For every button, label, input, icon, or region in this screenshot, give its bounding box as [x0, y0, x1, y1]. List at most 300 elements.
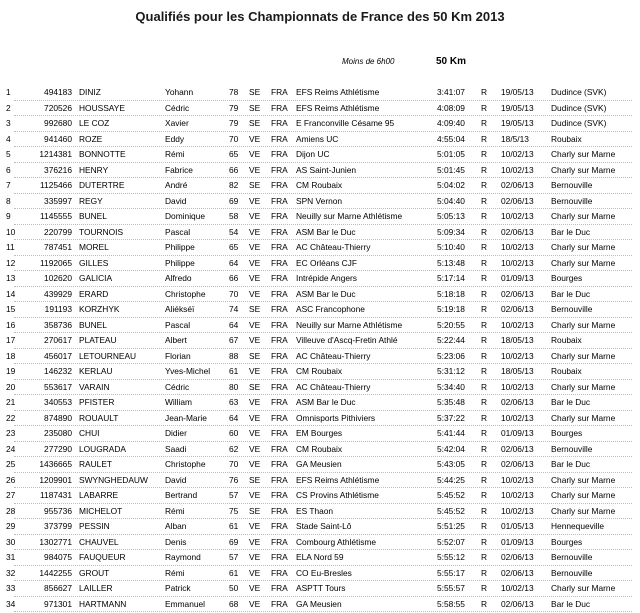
record-flag-cell: R	[481, 520, 491, 532]
venue-cell: Bar le Duc	[551, 458, 637, 470]
table-row	[0, 102, 640, 118]
category-cell: VE	[249, 272, 267, 284]
category-cell: VE	[249, 226, 267, 238]
nationality-cell: FRA	[271, 272, 293, 284]
date-cell: 18/05/13	[501, 365, 547, 377]
nationality-cell: FRA	[271, 210, 293, 222]
venue-cell: Bernouville	[551, 179, 637, 191]
licence-cell: 1192065	[20, 257, 72, 269]
licence-cell: 335997	[20, 195, 72, 207]
nationality-cell: FRA	[271, 381, 293, 393]
category-cell: SE	[249, 303, 267, 315]
date-cell: 02/06/13	[501, 598, 547, 610]
club-cell: Dijon UC	[296, 148, 431, 160]
birth-year-cell: 67	[229, 334, 245, 346]
table-row	[0, 148, 640, 164]
table-row	[0, 272, 640, 288]
record-flag-cell: R	[481, 443, 491, 455]
venue-cell: Roubaix	[551, 334, 637, 346]
time-cell: 5:51:25	[437, 520, 477, 532]
nationality-cell: FRA	[271, 195, 293, 207]
table-row	[0, 412, 640, 428]
rank-cell: 19	[6, 365, 28, 377]
date-cell: 01/09/13	[501, 536, 547, 548]
first-name-cell: Jean-Marie	[165, 412, 229, 424]
birth-year-cell: 82	[229, 179, 245, 191]
table-row	[0, 365, 640, 381]
category-cell: VE	[249, 288, 267, 300]
last-name-cell: DINIZ	[79, 86, 163, 98]
nationality-cell: FRA	[271, 598, 293, 610]
record-flag-cell: R	[481, 396, 491, 408]
time-cell: 5:17:14	[437, 272, 477, 284]
rank-cell: 1	[6, 86, 28, 98]
time-cell: 5:45:52	[437, 489, 477, 501]
nationality-cell: FRA	[271, 179, 293, 191]
birth-year-cell: 70	[229, 133, 245, 145]
last-name-cell: KORZHYK	[79, 303, 163, 315]
last-name-cell: GILLES	[79, 257, 163, 269]
venue-cell: Charly sur Marne	[551, 350, 637, 362]
rank-cell: 30	[6, 536, 28, 548]
nationality-cell: FRA	[271, 86, 293, 98]
rank-cell: 20	[6, 381, 28, 393]
table-row	[0, 288, 640, 304]
rank-cell: 34	[6, 598, 28, 610]
licence-cell: 191193	[20, 303, 72, 315]
category-cell: SE	[249, 505, 267, 517]
birth-year-cell: 58	[229, 210, 245, 222]
first-name-cell: David	[165, 474, 229, 486]
first-name-cell: Pascal	[165, 319, 229, 331]
nationality-cell: FRA	[271, 319, 293, 331]
first-name-cell: Emmanuel	[165, 598, 229, 610]
date-cell: 10/02/13	[501, 210, 547, 222]
club-cell: Villeuve d'Ascq-Fretin Athlé	[296, 334, 431, 346]
venue-cell: Bar le Duc	[551, 288, 637, 300]
licence-cell: 955736	[20, 505, 72, 517]
first-name-cell: Cédric	[165, 381, 229, 393]
last-name-cell: VARAIN	[79, 381, 163, 393]
rank-cell: 15	[6, 303, 28, 315]
record-flag-cell: R	[481, 210, 491, 222]
time-cell: 5:01:45	[437, 164, 477, 176]
time-cell: 5:55:12	[437, 551, 477, 563]
birth-year-cell: 61	[229, 567, 245, 579]
category-cell: VE	[249, 520, 267, 532]
time-cell: 5:04:40	[437, 195, 477, 207]
time-cell: 5:42:04	[437, 443, 477, 455]
venue-cell: Charly sur Marne	[551, 319, 637, 331]
first-name-cell: Alban	[165, 520, 229, 532]
licence-cell: 456017	[20, 350, 72, 362]
table-row	[0, 241, 640, 257]
licence-cell: 1125466	[20, 179, 72, 191]
first-name-cell: Philippe	[165, 257, 229, 269]
last-name-cell: LE COZ	[79, 117, 163, 129]
rank-cell: 25	[6, 458, 28, 470]
club-cell: CO Eu-Bresles	[296, 567, 431, 579]
category-cell: VE	[249, 598, 267, 610]
date-cell: 10/02/13	[501, 164, 547, 176]
venue-cell: Bourges	[551, 536, 637, 548]
last-name-cell: PLATEAU	[79, 334, 163, 346]
time-cell: 5:10:40	[437, 241, 477, 253]
venue-cell: Hennequeville	[551, 520, 637, 532]
category-cell: SE	[249, 86, 267, 98]
licence-cell: 277290	[20, 443, 72, 455]
venue-cell: Charly sur Marne	[551, 257, 637, 269]
club-cell: ASM Bar le Duc	[296, 396, 431, 408]
category-cell: SE	[249, 102, 267, 114]
date-cell: 01/05/13	[501, 520, 547, 532]
record-flag-cell: R	[481, 474, 491, 486]
club-cell: CS Provins Athlétisme	[296, 489, 431, 501]
table-row	[0, 396, 640, 412]
category-cell: VE	[249, 443, 267, 455]
licence-cell: 235080	[20, 427, 72, 439]
first-name-cell: Eddy	[165, 133, 229, 145]
last-name-cell: PESSIN	[79, 520, 163, 532]
category-cell: VE	[249, 396, 267, 408]
licence-cell: 992680	[20, 117, 72, 129]
venue-cell: Bernouville	[551, 551, 637, 563]
table-row	[0, 582, 640, 598]
last-name-cell: CHAUVEL	[79, 536, 163, 548]
table-row	[0, 458, 640, 474]
date-cell: 10/02/13	[501, 241, 547, 253]
time-cell: 4:09:40	[437, 117, 477, 129]
first-name-cell: David	[165, 195, 229, 207]
category-cell: SE	[249, 350, 267, 362]
venue-cell: Bernouville	[551, 303, 637, 315]
nationality-cell: FRA	[271, 551, 293, 563]
club-cell: GA Meusien	[296, 458, 431, 470]
rank-cell: 11	[6, 241, 28, 253]
club-cell: EM Bourges	[296, 427, 431, 439]
club-cell: ASM Bar le Duc	[296, 226, 431, 238]
licence-cell: 1209901	[20, 474, 72, 486]
venue-cell: Charly sur Marne	[551, 164, 637, 176]
record-flag-cell: R	[481, 288, 491, 300]
club-cell: Stade Saint-Lô	[296, 520, 431, 532]
last-name-cell: CHUI	[79, 427, 163, 439]
licence-cell: 1145555	[20, 210, 72, 222]
birth-year-cell: 69	[229, 195, 245, 207]
nationality-cell: FRA	[271, 567, 293, 579]
record-flag-cell: R	[481, 319, 491, 331]
nationality-cell: FRA	[271, 241, 293, 253]
birth-year-cell: 57	[229, 551, 245, 563]
category-cell: VE	[249, 489, 267, 501]
first-name-cell: Yohann	[165, 86, 229, 98]
category-cell: VE	[249, 582, 267, 594]
date-cell: 18/5/13	[501, 133, 547, 145]
table-row	[0, 117, 640, 133]
record-flag-cell: R	[481, 350, 491, 362]
record-flag-cell: R	[481, 365, 491, 377]
category-cell: VE	[249, 567, 267, 579]
record-flag-cell: R	[481, 381, 491, 393]
last-name-cell: PFISTER	[79, 396, 163, 408]
first-name-cell: Albert	[165, 334, 229, 346]
first-name-cell: Rémi	[165, 148, 229, 160]
licence-cell: 358736	[20, 319, 72, 331]
venue-cell: Charly sur Marne	[551, 241, 637, 253]
licence-cell: 373799	[20, 520, 72, 532]
time-cell: 5:23:06	[437, 350, 477, 362]
date-cell: 02/06/13	[501, 288, 547, 300]
time-cell: 5:04:02	[437, 179, 477, 191]
rank-cell: 17	[6, 334, 28, 346]
venue-cell: Bar le Duc	[551, 598, 637, 610]
nationality-cell: FRA	[271, 474, 293, 486]
date-cell: 10/02/13	[501, 148, 547, 160]
venue-cell: Dudince (SVK)	[551, 86, 637, 98]
nationality-cell: FRA	[271, 396, 293, 408]
first-name-cell: Didier	[165, 427, 229, 439]
date-cell: 10/02/13	[501, 381, 547, 393]
venue-cell: Bar le Duc	[551, 396, 637, 408]
licence-cell: 376216	[20, 164, 72, 176]
venue-cell: Charly sur Marne	[551, 474, 637, 486]
nationality-cell: FRA	[271, 288, 293, 300]
category-cell: VE	[249, 164, 267, 176]
birth-year-cell: 78	[229, 86, 245, 98]
record-flag-cell: R	[481, 536, 491, 548]
time-cell: 5:43:05	[437, 458, 477, 470]
licence-cell: 270617	[20, 334, 72, 346]
last-name-cell: HOUSSAYE	[79, 102, 163, 114]
category-cell: VE	[249, 257, 267, 269]
record-flag-cell: R	[481, 551, 491, 563]
licence-cell: 1442255	[20, 567, 72, 579]
first-name-cell: William	[165, 396, 229, 408]
record-flag-cell: R	[481, 427, 491, 439]
nationality-cell: FRA	[271, 536, 293, 548]
date-cell: 18/05/13	[501, 334, 547, 346]
club-cell: Amiens UC	[296, 133, 431, 145]
venue-cell: Bar le Duc	[551, 226, 637, 238]
table-row	[0, 350, 640, 366]
record-flag-cell: R	[481, 148, 491, 160]
last-name-cell: ERARD	[79, 288, 163, 300]
date-cell: 02/06/13	[501, 179, 547, 191]
table-row	[0, 195, 640, 211]
first-name-cell: Cédric	[165, 102, 229, 114]
rank-cell: 9	[6, 210, 28, 222]
nationality-cell: FRA	[271, 443, 293, 455]
time-cell: 5:52:07	[437, 536, 477, 548]
rank-cell: 33	[6, 582, 28, 594]
table-row	[0, 179, 640, 195]
time-cell: 5:22:44	[437, 334, 477, 346]
table-row	[0, 598, 640, 613]
birth-year-cell: 68	[229, 598, 245, 610]
birth-year-cell: 62	[229, 443, 245, 455]
last-name-cell: LETOURNEAU	[79, 350, 163, 362]
last-name-cell: LABARRE	[79, 489, 163, 501]
table-row	[0, 536, 640, 552]
venue-cell: Charly sur Marne	[551, 489, 637, 501]
record-flag-cell: R	[481, 489, 491, 501]
first-name-cell: Alfredo	[165, 272, 229, 284]
category-cell: VE	[249, 148, 267, 160]
nationality-cell: FRA	[271, 489, 293, 501]
rank-cell: 5	[6, 148, 28, 160]
record-flag-cell: R	[481, 412, 491, 424]
club-cell: ELA Nord 59	[296, 551, 431, 563]
first-name-cell: Bertrand	[165, 489, 229, 501]
time-cell: 3:41:07	[437, 86, 477, 98]
birth-year-cell: 88	[229, 350, 245, 362]
time-cell: 4:55:04	[437, 133, 477, 145]
birth-year-cell: 79	[229, 117, 245, 129]
record-flag-cell: R	[481, 582, 491, 594]
category-cell: VE	[249, 365, 267, 377]
venue-cell: Bernouville	[551, 195, 637, 207]
date-cell: 02/06/13	[501, 551, 547, 563]
club-cell: ES Thaon	[296, 505, 431, 517]
licence-cell: 941460	[20, 133, 72, 145]
date-cell: 02/06/13	[501, 396, 547, 408]
licence-cell: 1214381	[20, 148, 72, 160]
venue-cell: Charly sur Marne	[551, 148, 637, 160]
record-flag-cell: R	[481, 567, 491, 579]
time-cell: 5:58:55	[437, 598, 477, 610]
first-name-cell: Saadi	[165, 443, 229, 455]
rank-cell: 6	[6, 164, 28, 176]
time-cell: 5:05:13	[437, 210, 477, 222]
table-row	[0, 551, 640, 567]
rank-cell: 26	[6, 474, 28, 486]
date-cell: 02/06/13	[501, 567, 547, 579]
birth-year-cell: 64	[229, 257, 245, 269]
club-cell: AS Saint-Junien	[296, 164, 431, 176]
birth-year-cell: 65	[229, 241, 245, 253]
date-cell: 10/02/13	[501, 350, 547, 362]
birth-year-cell: 60	[229, 427, 245, 439]
date-cell: 19/05/13	[501, 117, 547, 129]
category-cell: VE	[249, 536, 267, 548]
venue-cell: Bourges	[551, 427, 637, 439]
qualifiers-table	[0, 86, 640, 613]
rank-cell: 23	[6, 427, 28, 439]
nationality-cell: FRA	[271, 226, 293, 238]
nationality-cell: FRA	[271, 350, 293, 362]
venue-cell: Roubaix	[551, 365, 637, 377]
table-row	[0, 319, 640, 335]
birth-year-cell: 61	[229, 365, 245, 377]
rank-cell: 32	[6, 567, 28, 579]
nationality-cell: FRA	[271, 582, 293, 594]
time-cell: 5:18:18	[437, 288, 477, 300]
club-cell: SPN Vernon	[296, 195, 431, 207]
category-cell: VE	[249, 133, 267, 145]
table-row	[0, 489, 640, 505]
nationality-cell: FRA	[271, 117, 293, 129]
nationality-cell: FRA	[271, 303, 293, 315]
date-cell: 01/09/13	[501, 427, 547, 439]
table-row	[0, 257, 640, 273]
nationality-cell: FRA	[271, 505, 293, 517]
club-cell: ASPTT Tours	[296, 582, 431, 594]
record-flag-cell: R	[481, 86, 491, 98]
last-name-cell: MOREL	[79, 241, 163, 253]
nationality-cell: FRA	[271, 412, 293, 424]
rank-cell: 12	[6, 257, 28, 269]
date-cell: 02/06/13	[501, 195, 547, 207]
date-cell: 19/05/13	[501, 102, 547, 114]
birth-year-cell: 61	[229, 520, 245, 532]
first-name-cell: Florian	[165, 350, 229, 362]
first-name-cell: Christophe	[165, 288, 229, 300]
category-cell: VE	[249, 319, 267, 331]
record-flag-cell: R	[481, 272, 491, 284]
venue-cell: Roubaix	[551, 133, 637, 145]
nationality-cell: FRA	[271, 148, 293, 160]
club-cell: AC Château-Thierry	[296, 241, 431, 253]
nationality-cell: FRA	[271, 365, 293, 377]
nationality-cell: FRA	[271, 520, 293, 532]
category-cell: SE	[249, 117, 267, 129]
category-cell: VE	[249, 412, 267, 424]
date-cell: 02/06/13	[501, 458, 547, 470]
record-flag-cell: R	[481, 226, 491, 238]
table-row	[0, 505, 640, 521]
time-cell: 5:09:34	[437, 226, 477, 238]
last-name-cell: GALICIA	[79, 272, 163, 284]
club-cell: CM Roubaix	[296, 365, 431, 377]
table-row	[0, 226, 640, 242]
record-flag-cell: R	[481, 195, 491, 207]
birth-year-cell: 80	[229, 381, 245, 393]
time-cell: 5:13:48	[437, 257, 477, 269]
last-name-cell: ROZE	[79, 133, 163, 145]
club-cell: E Franconville Césame 95	[296, 117, 431, 129]
first-name-cell: Denis	[165, 536, 229, 548]
category-cell: SE	[249, 474, 267, 486]
first-name-cell: Patrick	[165, 582, 229, 594]
time-cell: 5:44:25	[437, 474, 477, 486]
rank-cell: 13	[6, 272, 28, 284]
last-name-cell: REGY	[79, 195, 163, 207]
club-cell: EFS Reims Athlétisme	[296, 474, 431, 486]
club-cell: EFS Reims Athlétisme	[296, 102, 431, 114]
rank-cell: 27	[6, 489, 28, 501]
first-name-cell: André	[165, 179, 229, 191]
venue-cell: Charly sur Marne	[551, 505, 637, 517]
first-name-cell: Christophe	[165, 458, 229, 470]
record-flag-cell: R	[481, 241, 491, 253]
time-cell: 4:08:09	[437, 102, 477, 114]
licence-cell: 971301	[20, 598, 72, 610]
last-name-cell: BUNEL	[79, 319, 163, 331]
time-cell: 5:45:52	[437, 505, 477, 517]
last-name-cell: BONNOTTE	[79, 148, 163, 160]
nationality-cell: FRA	[271, 257, 293, 269]
last-name-cell: KERLAU	[79, 365, 163, 377]
licence-cell: 340553	[20, 396, 72, 408]
nationality-cell: FRA	[271, 164, 293, 176]
birth-year-cell: 79	[229, 102, 245, 114]
date-cell: 10/02/13	[501, 474, 547, 486]
birth-year-cell: 64	[229, 412, 245, 424]
time-cell: 5:34:40	[437, 381, 477, 393]
birth-year-cell: 50	[229, 582, 245, 594]
venue-cell: Charly sur Marne	[551, 210, 637, 222]
table-row	[0, 210, 640, 226]
